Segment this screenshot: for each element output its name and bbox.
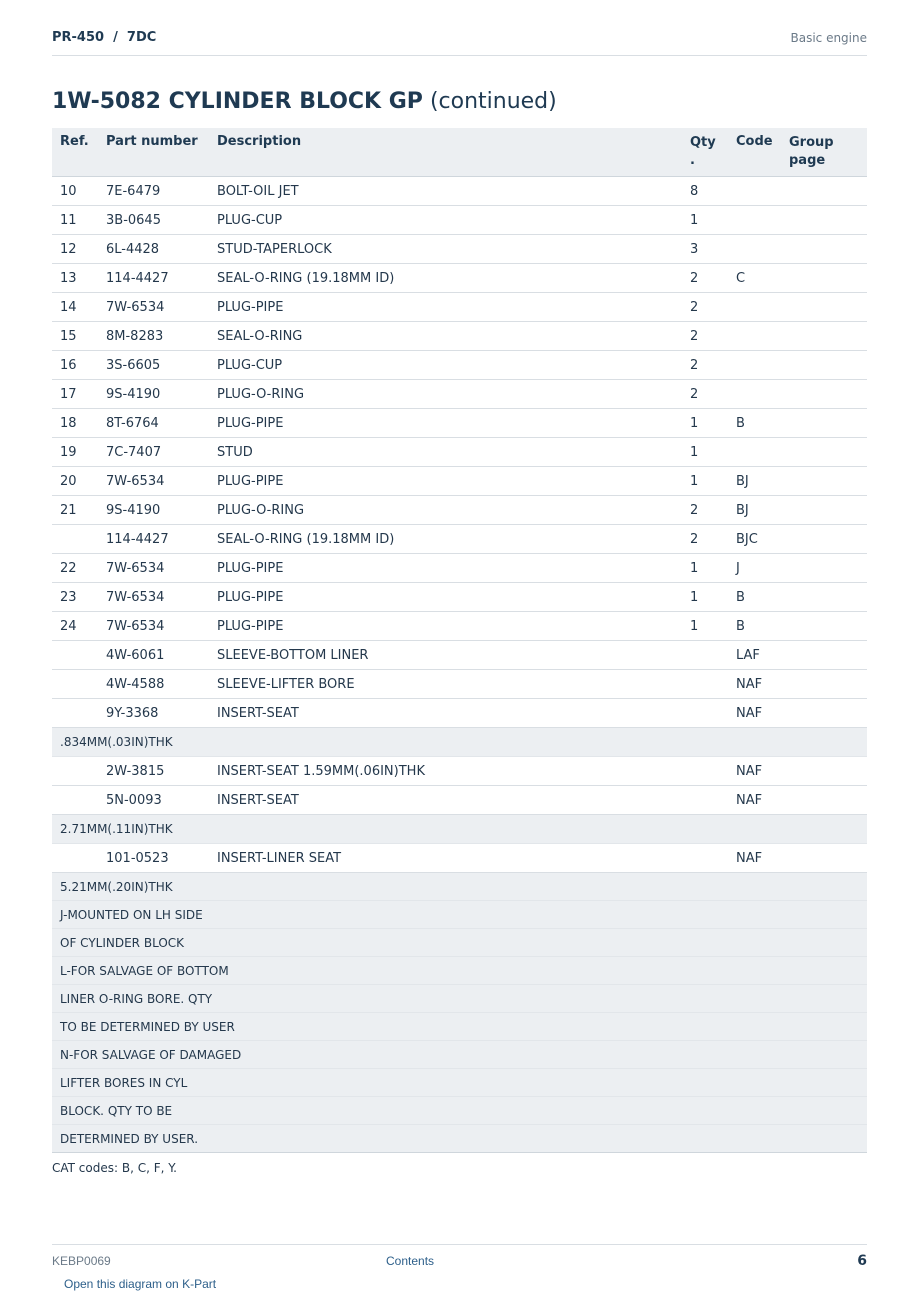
cell-part-number: 114-4427 <box>98 264 209 293</box>
cell-group-page <box>781 351 867 380</box>
document-code: KEBP0069 <box>52 1254 111 1268</box>
cell-part-number: 4W-4588 <box>98 670 209 699</box>
page-header <box>52 29 867 56</box>
cell-description: INSERT-SEAT 1.59MM(.06IN)THK <box>209 757 682 786</box>
cell-group-page <box>781 844 867 873</box>
cell-ref: 13 <box>52 264 98 293</box>
cell-ref: 16 <box>52 351 98 380</box>
cell-description: PLUG-PIPE <box>209 467 682 496</box>
footnote-text: 5.21MM(.20IN)THK <box>52 873 867 901</box>
cell-description: SEAL-O-RING <box>209 322 682 351</box>
cell-part-number: 8T-6764 <box>98 409 209 438</box>
cell-code <box>728 293 781 322</box>
cell-part-number: 7W-6534 <box>98 293 209 322</box>
cell-part-number: 2W-3815 <box>98 757 209 786</box>
footnote-row <box>52 1069 867 1097</box>
cell-qty <box>682 757 728 786</box>
note-text: .834MM(.03IN)THK <box>52 728 867 757</box>
table-row <box>52 235 867 264</box>
table-row <box>52 525 867 554</box>
cell-code <box>728 351 781 380</box>
footnote-text: BLOCK. QTY TO BE <box>52 1097 867 1125</box>
cell-qty <box>682 699 728 728</box>
cell-description: STUD <box>209 438 682 467</box>
cell-part-number: 4W-6061 <box>98 641 209 670</box>
cell-group-page <box>781 235 867 264</box>
cell-part-number: 7W-6534 <box>98 554 209 583</box>
cell-code: NAF <box>728 844 781 873</box>
cell-qty <box>682 786 728 815</box>
table-header-row <box>52 128 867 177</box>
column-header-group-page: Group page <box>781 128 867 177</box>
footnote-row <box>52 985 867 1013</box>
cell-group-page <box>781 525 867 554</box>
cell-part-number: 9Y-3368 <box>98 699 209 728</box>
cell-qty: 8 <box>682 177 728 206</box>
cell-qty <box>682 670 728 699</box>
table-body <box>52 177 867 1153</box>
table-row <box>52 438 867 467</box>
cell-ref: 19 <box>52 438 98 467</box>
footnote-row <box>52 1013 867 1041</box>
cell-description: SEAL-O-RING (19.18MM ID) <box>209 264 682 293</box>
cell-description: STUD-TAPERLOCK <box>209 235 682 264</box>
cell-part-number: 8M-8283 <box>98 322 209 351</box>
cell-description: PLUG-CUP <box>209 206 682 235</box>
cell-code <box>728 206 781 235</box>
cell-code: B <box>728 583 781 612</box>
cell-part-number: 6L-4428 <box>98 235 209 264</box>
table-row <box>52 409 867 438</box>
cell-ref: 21 <box>52 496 98 525</box>
open-kpart-link[interactable]: Open this diagram on K-Part <box>64 1277 217 1291</box>
footnote-text: OF CYLINDER BLOCK <box>52 929 867 957</box>
cell-group-page <box>781 206 867 235</box>
title-main: 1W-5082 CYLINDER BLOCK GP <box>52 89 423 114</box>
cell-description: SEAL-O-RING (19.18MM ID) <box>209 525 682 554</box>
cell-group-page <box>781 670 867 699</box>
table-row <box>52 293 867 322</box>
page-title <box>52 89 557 114</box>
column-header-part-number: Part number <box>98 128 209 177</box>
cell-group-page <box>781 293 867 322</box>
cell-ref: 11 <box>52 206 98 235</box>
cell-qty: 1 <box>682 583 728 612</box>
cell-part-number: 7C-7407 <box>98 438 209 467</box>
cell-group-page <box>781 380 867 409</box>
cell-part-number: 7W-6534 <box>98 467 209 496</box>
cell-ref <box>52 786 98 815</box>
cell-code: LAF <box>728 641 781 670</box>
cell-group-page <box>781 699 867 728</box>
cell-description: PLUG-PIPE <box>209 612 682 641</box>
cell-description: PLUG-CUP <box>209 351 682 380</box>
table-row <box>52 583 867 612</box>
cell-part-number: 7E-6479 <box>98 177 209 206</box>
table-row <box>52 380 867 409</box>
cell-part-number: 114-4427 <box>98 525 209 554</box>
cell-qty: 1 <box>682 409 728 438</box>
cell-code <box>728 322 781 351</box>
cell-ref: 14 <box>52 293 98 322</box>
cell-code: BJ <box>728 467 781 496</box>
footnote-row <box>52 1125 867 1153</box>
cell-description: PLUG-PIPE <box>209 583 682 612</box>
cell-ref <box>52 844 98 873</box>
table-row <box>52 786 867 815</box>
cell-group-page <box>781 496 867 525</box>
column-header-description: Description <box>209 128 682 177</box>
cell-ref: 17 <box>52 380 98 409</box>
title-suffix: (continued) <box>429 89 557 114</box>
cell-code: NAF <box>728 757 781 786</box>
cell-code: BJ <box>728 496 781 525</box>
cell-part-number: 9S-4190 <box>98 380 209 409</box>
cell-group-page <box>781 583 867 612</box>
cell-group-page <box>781 757 867 786</box>
cell-code <box>728 235 781 264</box>
cell-part-number: 101-0523 <box>98 844 209 873</box>
footnote-row <box>52 901 867 929</box>
footnote-row <box>52 957 867 985</box>
cell-group-page <box>781 409 867 438</box>
cell-ref: 18 <box>52 409 98 438</box>
page-footer <box>52 1244 867 1275</box>
cat-codes: CAT codes: B, C, F, Y. <box>52 1161 177 1175</box>
cell-part-number: 3B-0645 <box>98 206 209 235</box>
column-header-code: Code <box>728 128 781 177</box>
cell-code: B <box>728 612 781 641</box>
cell-qty: 2 <box>682 525 728 554</box>
table-row <box>52 206 867 235</box>
cell-code <box>728 438 781 467</box>
cell-group-page <box>781 554 867 583</box>
cell-description: INSERT-SEAT <box>209 786 682 815</box>
cell-description: PLUG-PIPE <box>209 554 682 583</box>
table-row <box>52 467 867 496</box>
table-row <box>52 757 867 786</box>
contents-link[interactable]: Contents <box>386 1254 435 1268</box>
cell-group-page <box>781 177 867 206</box>
table-row <box>52 177 867 206</box>
column-header-ref: Ref. <box>52 128 98 177</box>
cell-description: BOLT-OIL JET <box>209 177 682 206</box>
table-row <box>52 554 867 583</box>
footnote-text: LINER O-RING BORE. QTY <box>52 985 867 1013</box>
cell-description: PLUG-O-RING <box>209 380 682 409</box>
cell-part-number: 7W-6534 <box>98 612 209 641</box>
cell-qty <box>682 641 728 670</box>
cell-part-number: 5N-0093 <box>98 786 209 815</box>
cell-ref <box>52 525 98 554</box>
cell-group-page <box>781 322 867 351</box>
note-text: 2.71MM(.11IN)THK <box>52 815 867 844</box>
cell-code <box>728 177 781 206</box>
cell-ref: 10 <box>52 177 98 206</box>
cell-description: SLEEVE-LIFTER BORE <box>209 670 682 699</box>
cell-part-number: 3S-6605 <box>98 351 209 380</box>
cell-group-page <box>781 438 867 467</box>
footnote-text: LIFTER BORES IN CYL <box>52 1069 867 1097</box>
cell-part-number: 7W-6534 <box>98 583 209 612</box>
table-row <box>52 264 867 293</box>
footnote-row <box>52 929 867 957</box>
footnote-text: J-MOUNTED ON LH SIDE <box>52 901 867 929</box>
cell-code: NAF <box>728 786 781 815</box>
table-row <box>52 351 867 380</box>
cell-qty: 2 <box>682 496 728 525</box>
cell-qty <box>682 844 728 873</box>
cell-description: INSERT-SEAT <box>209 699 682 728</box>
cell-group-page <box>781 467 867 496</box>
cell-part-number: 9S-4190 <box>98 496 209 525</box>
cell-code: NAF <box>728 699 781 728</box>
section-name: Basic engine <box>790 31 867 45</box>
table-row <box>52 496 867 525</box>
cell-code: NAF <box>728 670 781 699</box>
table-row <box>52 699 867 728</box>
cell-code <box>728 380 781 409</box>
table-row <box>52 844 867 873</box>
cell-ref <box>52 670 98 699</box>
cell-ref <box>52 699 98 728</box>
cell-group-page <box>781 612 867 641</box>
cell-qty: 2 <box>682 351 728 380</box>
cell-ref: 15 <box>52 322 98 351</box>
cell-qty: 2 <box>682 264 728 293</box>
cell-qty: 3 <box>682 235 728 264</box>
cell-code: C <box>728 264 781 293</box>
footnote-text: N-FOR SALVAGE OF DAMAGED <box>52 1041 867 1069</box>
footnote-row <box>52 873 867 901</box>
cell-qty: 1 <box>682 438 728 467</box>
cell-qty: 2 <box>682 322 728 351</box>
cell-ref: 20 <box>52 467 98 496</box>
cell-code: BJC <box>728 525 781 554</box>
footnote-text: TO BE DETERMINED BY USER <box>52 1013 867 1041</box>
document-id: PR-450 / 7DC <box>52 30 157 45</box>
footnote-text: DETERMINED BY USER. <box>52 1125 867 1153</box>
cell-qty: 1 <box>682 467 728 496</box>
footnote-text: L-FOR SALVAGE OF BOTTOM <box>52 957 867 985</box>
column-header-qty: Qty . <box>682 128 728 177</box>
cell-description: PLUG-PIPE <box>209 293 682 322</box>
cell-ref: 22 <box>52 554 98 583</box>
cell-qty: 1 <box>682 554 728 583</box>
cell-qty: 1 <box>682 612 728 641</box>
cell-code: J <box>728 554 781 583</box>
cell-description: PLUG-O-RING <box>209 496 682 525</box>
parts-table <box>52 128 867 1153</box>
cell-group-page <box>781 786 867 815</box>
cell-description: SLEEVE-BOTTOM LINER <box>209 641 682 670</box>
cell-group-page <box>781 641 867 670</box>
table-row <box>52 670 867 699</box>
footnote-row <box>52 1041 867 1069</box>
note-row <box>52 728 867 757</box>
cell-description: PLUG-PIPE <box>209 409 682 438</box>
note-row <box>52 815 867 844</box>
table-row <box>52 612 867 641</box>
page-number: 6 <box>857 1253 867 1269</box>
cell-ref <box>52 641 98 670</box>
footnote-row <box>52 1097 867 1125</box>
cell-qty: 1 <box>682 206 728 235</box>
cell-ref: 24 <box>52 612 98 641</box>
table-row <box>52 641 867 670</box>
cell-qty: 2 <box>682 380 728 409</box>
table-row <box>52 322 867 351</box>
cell-ref <box>52 757 98 786</box>
cell-qty: 2 <box>682 293 728 322</box>
cell-description: INSERT-LINER SEAT <box>209 844 682 873</box>
cell-group-page <box>781 264 867 293</box>
cell-ref: 12 <box>52 235 98 264</box>
cell-ref: 23 <box>52 583 98 612</box>
cell-code: B <box>728 409 781 438</box>
